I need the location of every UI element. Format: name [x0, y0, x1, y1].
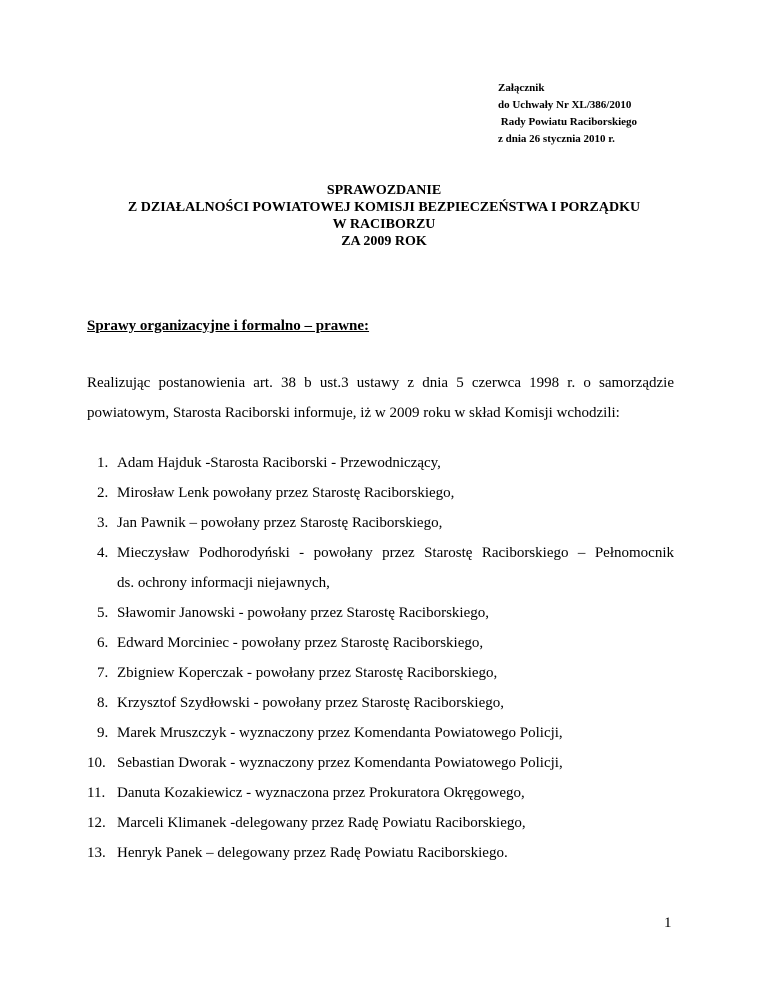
list-number: 11. [87, 785, 106, 801]
intro-line: Realizując postanowienia art. 38 b ust.3 ustawy z dnia 5 czerwca 1998 r. o samorządzie [87, 375, 674, 391]
list-text: Henryk Panek – delegowany przez Radę Powiatu Raciborskiego. [117, 845, 508, 861]
annex-line: Załącznik [498, 82, 545, 94]
list-number: 4. [97, 545, 109, 561]
title-line: W RACIBORZU [332, 217, 436, 232]
list-item [87, 478, 674, 508]
list-number: 5. [97, 605, 109, 621]
list-text: Edward Morciniec - powołany przez Starostę Raciborskiego, [117, 635, 484, 651]
list-text: Mieczysław Podhorodyński - powołany przez Starostę Raciborskiego – Pełnomocnik [117, 545, 674, 561]
list-item [87, 538, 674, 598]
list-item [87, 598, 674, 628]
list-number: 6. [97, 635, 109, 651]
list-text: Sławomir Janowski - powołany przez Starostę Raciborskiego, [117, 605, 490, 621]
list-item [87, 448, 674, 478]
members-list [87, 448, 674, 868]
list-item [87, 508, 674, 538]
list-number: 9. [97, 725, 109, 741]
list-number: 10. [87, 755, 106, 771]
list-item [87, 838, 674, 868]
list-text: Jan Pawnik – powołany przez Starostę Raciborskiego, [117, 515, 443, 531]
list-text: Marek Mruszczyk - wyznaczony przez Komendanta Powiatowego Policji, [117, 725, 563, 741]
list-text: Sebastian Dworak - wyznaczony przez Komendanta Powiatowego Policji, [117, 755, 563, 771]
list-number: 13. [87, 845, 106, 861]
section-heading: Sprawy organizacyjne i formalno – prawne: [87, 318, 370, 334]
list-number: 2. [97, 485, 109, 501]
list-text: Marceli Klimanek -delegowany przez Radę Powiatu Raciborskiego, [117, 815, 526, 831]
list-text: Zbigniew Koperczak - powołany przez Starostę Raciborskiego, [117, 665, 498, 681]
list-item [87, 628, 674, 658]
list-item [87, 658, 674, 688]
list-number: 12. [87, 815, 106, 831]
annex-line: z dnia 26 stycznia 2010 r. [498, 133, 615, 145]
list-item [87, 718, 674, 748]
annex-line: do Uchwały Nr XL/386/2010 [498, 99, 632, 111]
title-line: Z DZIAŁALNOŚCI POWIATOWEJ KOMISJI BEZPIECZEŃSTWA I PORZĄDKU [127, 200, 641, 215]
annex-header [498, 80, 637, 148]
list-item [87, 748, 674, 778]
annex-line: Rady Powiatu Raciborskiego [498, 116, 638, 128]
document-title [0, 182, 768, 250]
list-number: 8. [97, 695, 109, 711]
title-line: SPRAWOZDANIE [326, 183, 442, 198]
list-item [87, 808, 674, 838]
list-number: 3. [97, 515, 109, 531]
list-text-continued: ds. ochrony informacji niejawnych, [117, 575, 330, 591]
list-text: Danuta Kozakiewicz - wyznaczona przez Prokuratora Okręgowego, [117, 785, 525, 801]
list-text: Krzysztof Szydłowski - powołany przez Starostę Raciborskiego, [117, 695, 504, 711]
list-text: Adam Hajduk -Starosta Raciborski - Przewodniczący, [117, 455, 441, 471]
intro-line: powiatowym, Starosta Raciborski informuje, iż w 2009 roku w skład Komisji wchodzili: [87, 405, 620, 421]
list-text: Mirosław Lenk powołany przez Starostę Raciborskiego, [117, 485, 455, 501]
title-line: ZA 2009 ROK [341, 234, 427, 249]
list-item [87, 778, 674, 808]
intro-paragraph [87, 368, 674, 428]
list-number: 7. [97, 665, 109, 681]
list-item [87, 688, 674, 718]
list-number: 1. [97, 455, 109, 471]
page-number: 1 [664, 915, 672, 931]
